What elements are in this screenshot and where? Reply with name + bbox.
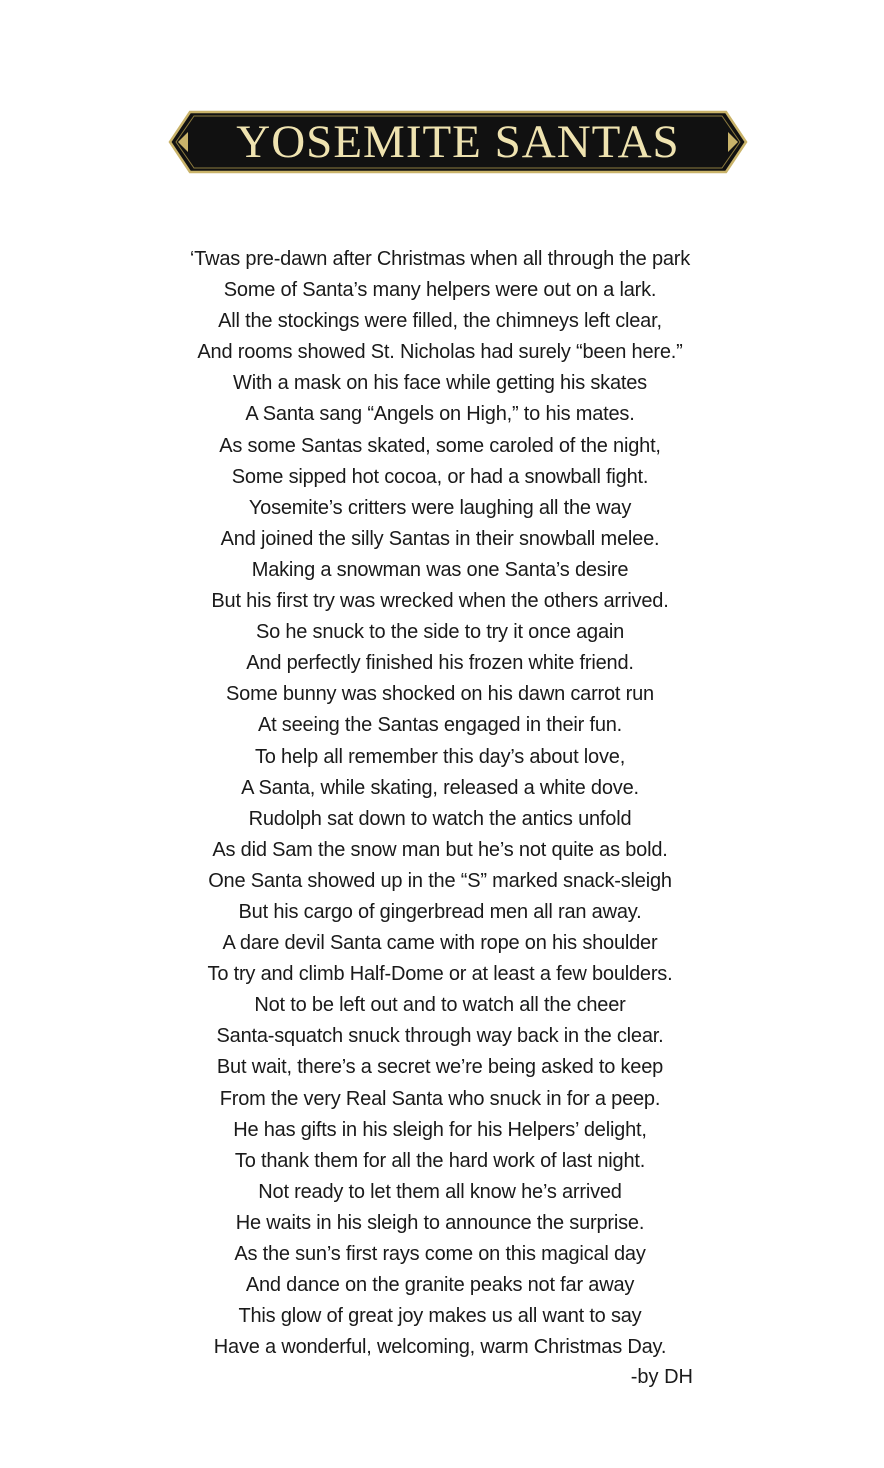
poem-line: To try and climb Half-Dome or at least a few boulders. <box>207 963 673 986</box>
poem-line: As the sun’s first rays come on this magical day <box>234 1243 646 1265</box>
poem-line: Have a wonderful, welcoming, warm Christmas Day. <box>213 1336 667 1359</box>
poem-line: And joined the silly Santas in their snowball melee. <box>220 527 660 550</box>
poem-line: He waits in his sleigh to announce the surprise. <box>235 1211 645 1234</box>
poem-line: Some of Santa’s many helpers were out on a lark. <box>223 279 657 302</box>
poem-body <box>150 244 730 1363</box>
poem-line: This glow of great joy makes us all want to say <box>238 1305 642 1328</box>
poem-line: Not ready to let them all know he’s arrived <box>258 1180 622 1203</box>
page-title: YOSEMITE SANTAS <box>236 116 680 168</box>
poem-line: To thank them for all the hard work of last night. <box>234 1149 646 1172</box>
author-byline: -by DH <box>630 1366 693 1388</box>
poem-line: Rudolph sat down to watch the antics unfold <box>248 807 632 830</box>
poem-line: To help all remember this day’s about love, <box>254 745 626 768</box>
poem-line: But his first try was wrecked when the others arrived. <box>211 590 669 613</box>
poem-line: Santa-squatch snuck through way back in the clear. <box>216 1025 664 1048</box>
poem-line: Making a snowman was one Santa’s desire <box>251 558 629 581</box>
poem-line: A Santa sang “Angels on High,” to his mates. <box>245 403 635 426</box>
poem-line: Not to be left out and to watch all the cheer <box>254 994 626 1017</box>
poem-line: ‘Twas pre-dawn after Christmas when all through the park <box>189 248 691 270</box>
poem-line: As did Sam the snow man but he’s not quite as bold. <box>212 838 668 861</box>
poem-line: At seeing the Santas engaged in their fun. <box>257 714 623 737</box>
poem-line: With a mask on his face while getting his skates <box>233 372 647 395</box>
poem-line: Yosemite’s critters were laughing all the way <box>248 496 632 519</box>
poem-line: A dare devil Santa came with rope on his shoulder <box>222 932 658 955</box>
poem-line: A Santa, while skating, released a white dove. <box>241 776 639 799</box>
poem-line: He has gifts in his sleigh for his Helpers’ delight, <box>233 1118 647 1141</box>
poem-line: And perfectly finished his frozen white friend. <box>246 652 634 675</box>
poem-line: One Santa showed up in the “S” marked snack-sleigh <box>208 869 672 892</box>
title-plaque <box>168 110 748 174</box>
poem-line: And rooms showed St. Nicholas had surely “been here.” <box>197 341 683 364</box>
poem-line: But his cargo of gingerbread men all ran away. <box>238 900 642 923</box>
poem-line: Some bunny was shocked on his dawn carrot run <box>226 683 654 706</box>
poem-line: And dance on the granite peaks not far away <box>245 1274 635 1297</box>
poem-line: As some Santas skated, some caroled of the night, <box>219 434 661 457</box>
poem-line: From the very Real Santa who snuck in for a peep. <box>219 1087 661 1110</box>
poem-line: So he snuck to the side to try it once again <box>255 621 625 644</box>
poem-line: All the stockings were filled, the chimneys left clear, <box>218 310 662 333</box>
poem-line: But wait, there’s a secret we’re being asked to keep <box>216 1056 664 1079</box>
poem-line: Some sipped hot cocoa, or had a snowball fight. <box>231 465 649 488</box>
